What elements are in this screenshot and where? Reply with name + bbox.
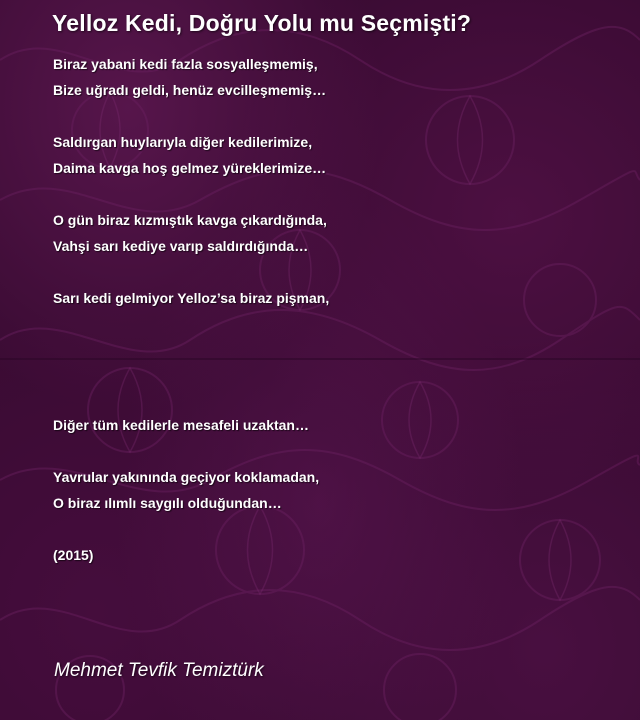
poem-line: Biraz yabani kedi fazla sosyalleşmemiş,	[53, 56, 318, 72]
poem-line: O gün biraz kızmıştık kavga çıkardığında,	[53, 212, 327, 228]
poem-line: Diğer tüm kedilerle mesafeli uzaktan…	[53, 417, 309, 433]
poem-line: Saldırgan huylarıyla diğer kedilerimize,	[53, 134, 313, 150]
poem-line: Vahşi sarı kediye varıp saldırdığında…	[53, 238, 309, 254]
poem-year: (2015)	[53, 547, 94, 563]
poem-line: Daima kavga hoş gelmez yüreklerimize…	[53, 160, 327, 176]
poem-author: Mehmet Tevfik Temiztürk	[54, 660, 264, 681]
poem-line: Yavrular yakınında geçiyor koklamadan,	[53, 469, 320, 485]
poem-line: Bize uğradı geldi, henüz evcilleşmemiş…	[53, 82, 327, 98]
poem-title: Yelloz Kedi, Doğru Yolu mu Seçmişti?	[52, 10, 472, 36]
poem-line: Sarı kedi gelmiyor Yelloz’sa biraz pişman,	[53, 290, 330, 306]
poem-line: O biraz ılımlı saygılı olduğundan…	[53, 495, 282, 511]
